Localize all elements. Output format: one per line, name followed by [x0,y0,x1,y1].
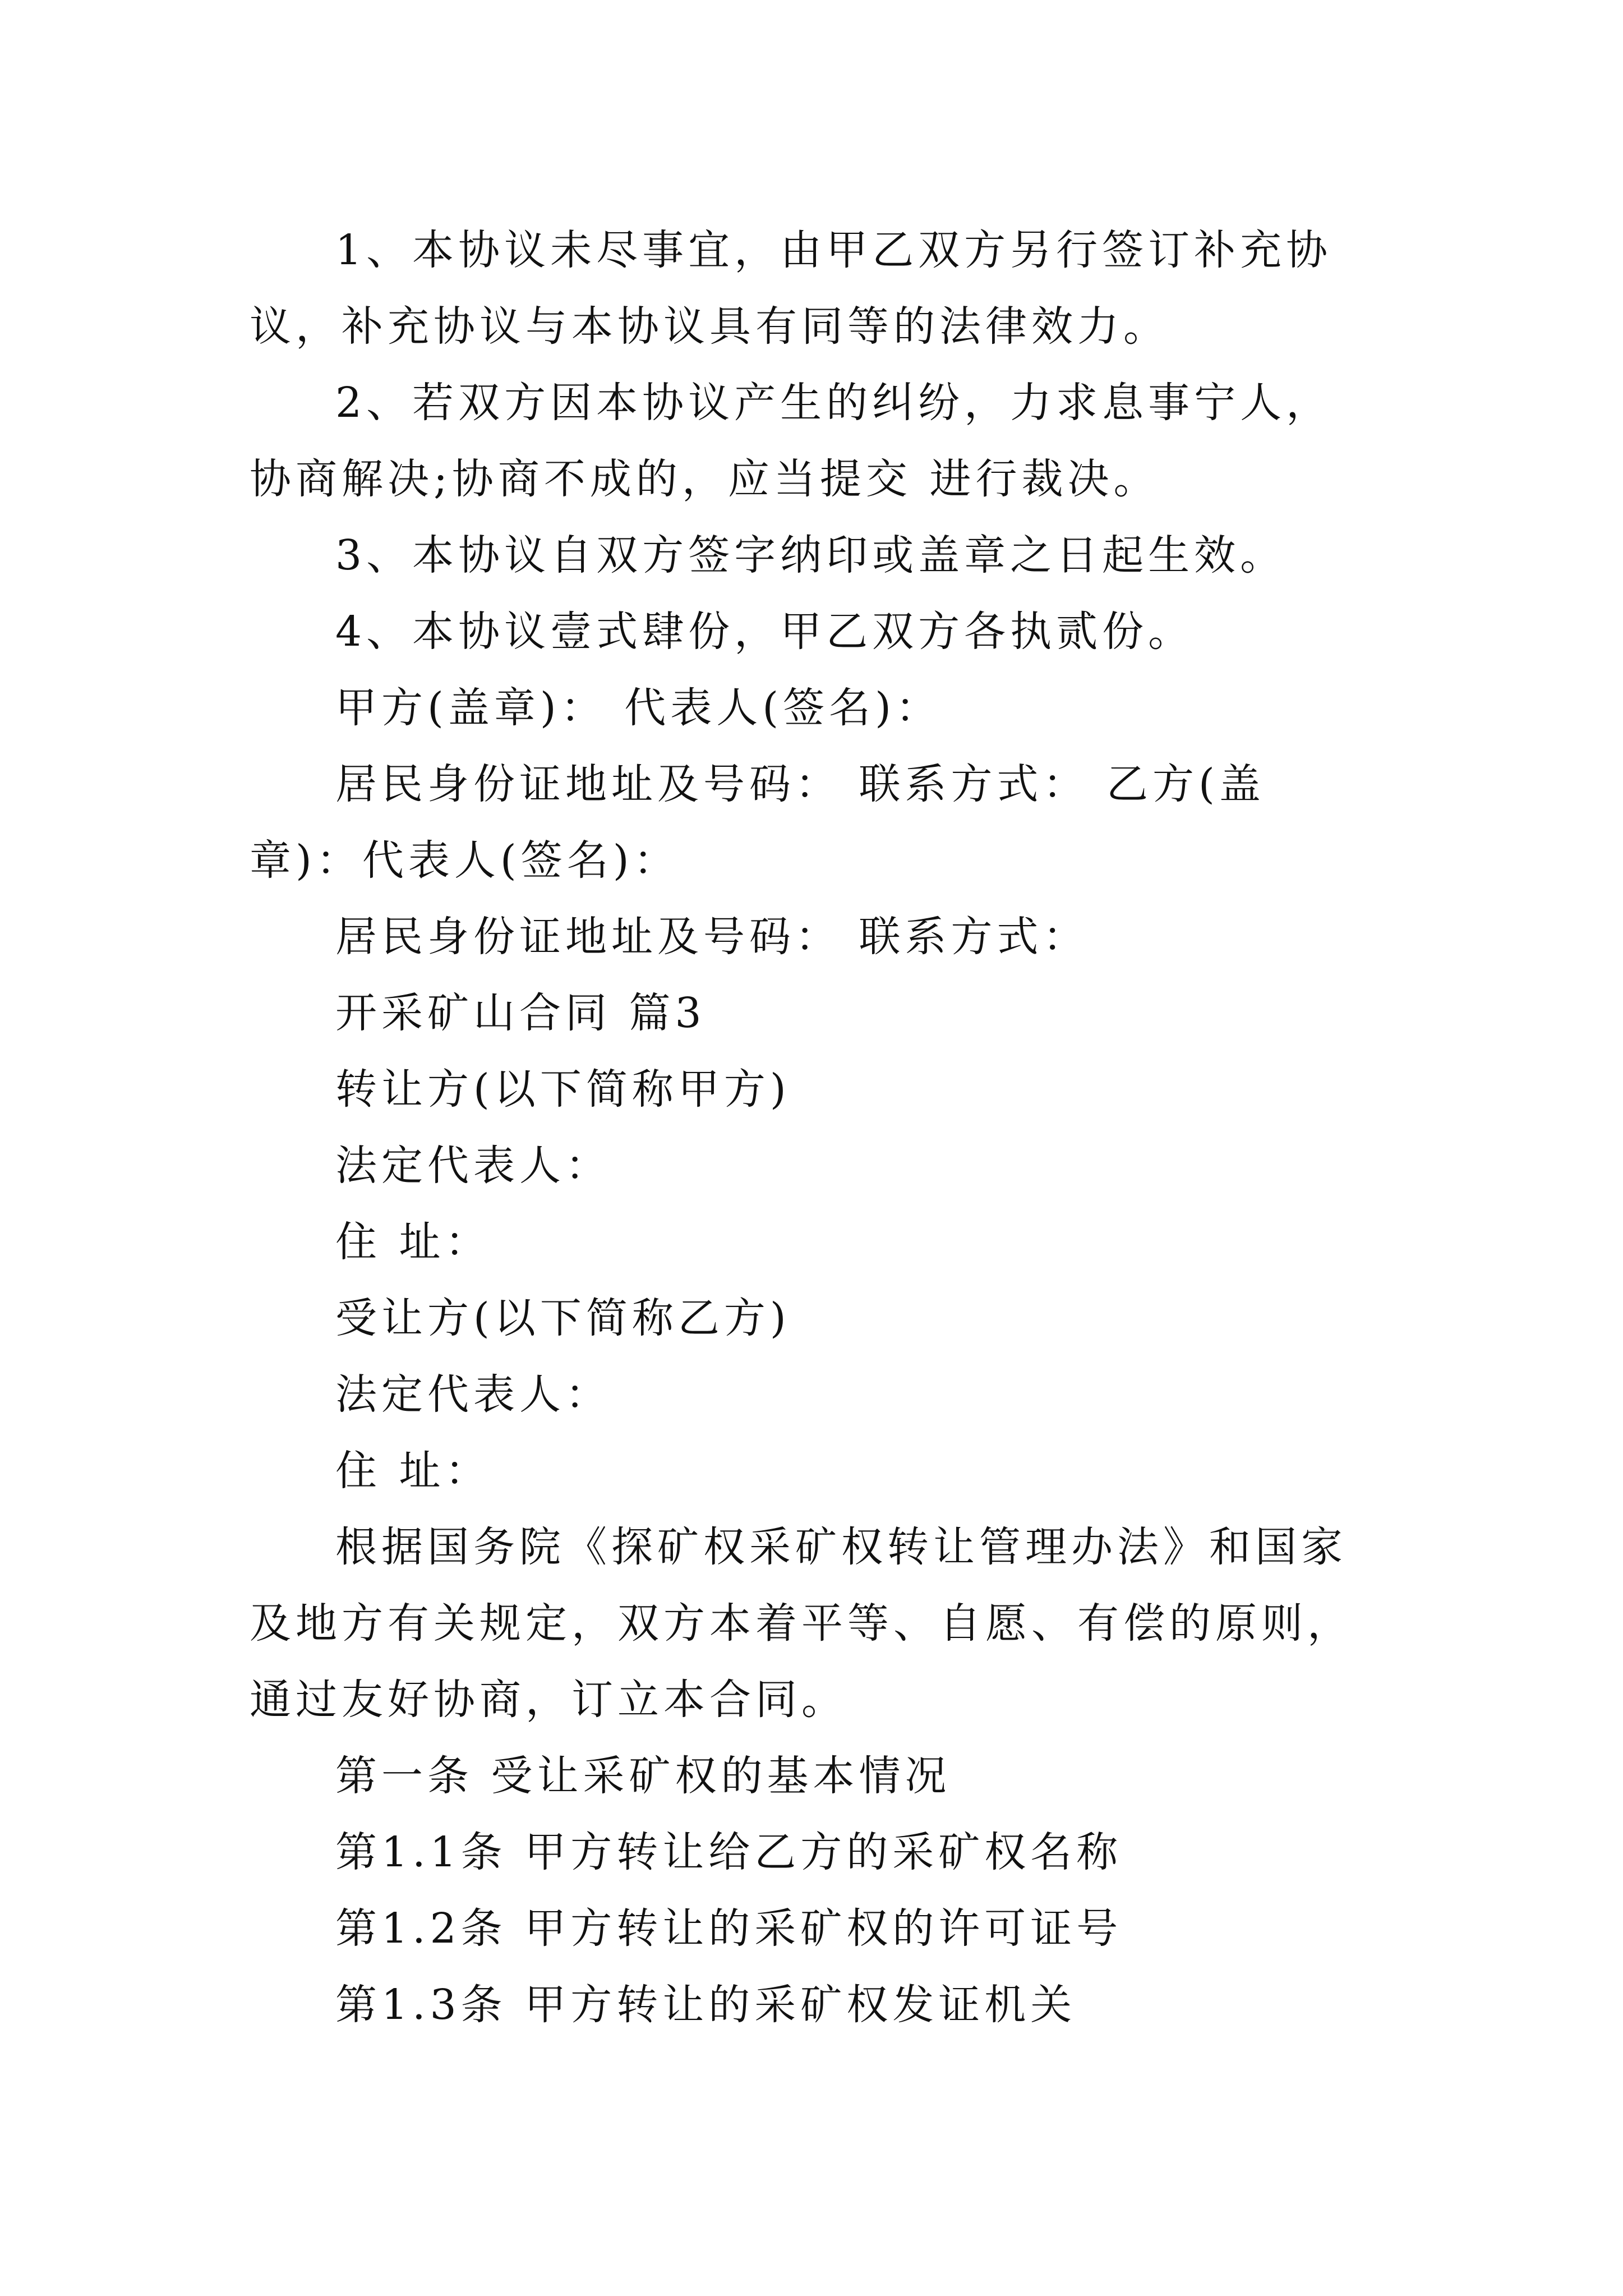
party-id-contact-line: 居民身份证地址及号码： 联系方式： 乙方(盖章)：代表人(签名)： [250,760,1265,885]
article-1-3: 第1.3条 甲方转让的采矿权发证机关 [335,1981,1077,2029]
article-1-2: 第1.2条 甲方转让的采矿权的许可证号 [335,1904,1123,1953]
transferor-label: 转让方(以下简称甲方) [335,1065,791,1114]
clause-copies: 4、本协议壹式肆份，甲乙双方各执贰份。 [335,608,1195,656]
transferee-address: 住 址： [335,1447,491,1495]
party-a-signature-line: 甲方(盖章)： 代表人(签名)： [335,684,942,732]
party-b-id-contact-line: 居民身份证地址及号码： 联系方式： [335,913,1089,961]
document-body [250,212,1377,2043]
article-1-1: 第1.1条 甲方转让给乙方的采矿权名称 [335,1828,1123,1876]
clause-supplementary-agreement: 1、本协议未尽事宜，由甲乙双方另行签订补充协议，补充协议与本协议具有同等的法律效力。 [250,226,1332,351]
transferor-legal-rep: 法定代表人： [335,1142,611,1190]
article-1-heading: 第一条 受让采矿权的基本情况 [335,1752,951,1800]
contract-preamble: 根据国务院《探矿权采矿权转让管理办法》和国家及地方有关规定，双方本着平等、自愿、有偿的原则，通过友好协商，订立本合同。 [250,1523,1353,1724]
clause-effective-date: 3、本协议自双方签字纳印或盖章之日起生效。 [335,531,1287,579]
transferor-address: 住 址： [335,1218,491,1266]
section-title: 开采矿山合同 篇3 [335,989,706,1037]
transferee-label: 受让方(以下简称乙方) [335,1294,791,1342]
clause-dispute-resolution: 2、若双方因本协议产生的纠纷，力求息事宁人，协商解决;协商不成的，应当提交 进行裁决。 [250,379,1332,503]
transferee-legal-rep: 法定代表人： [335,1370,611,1419]
